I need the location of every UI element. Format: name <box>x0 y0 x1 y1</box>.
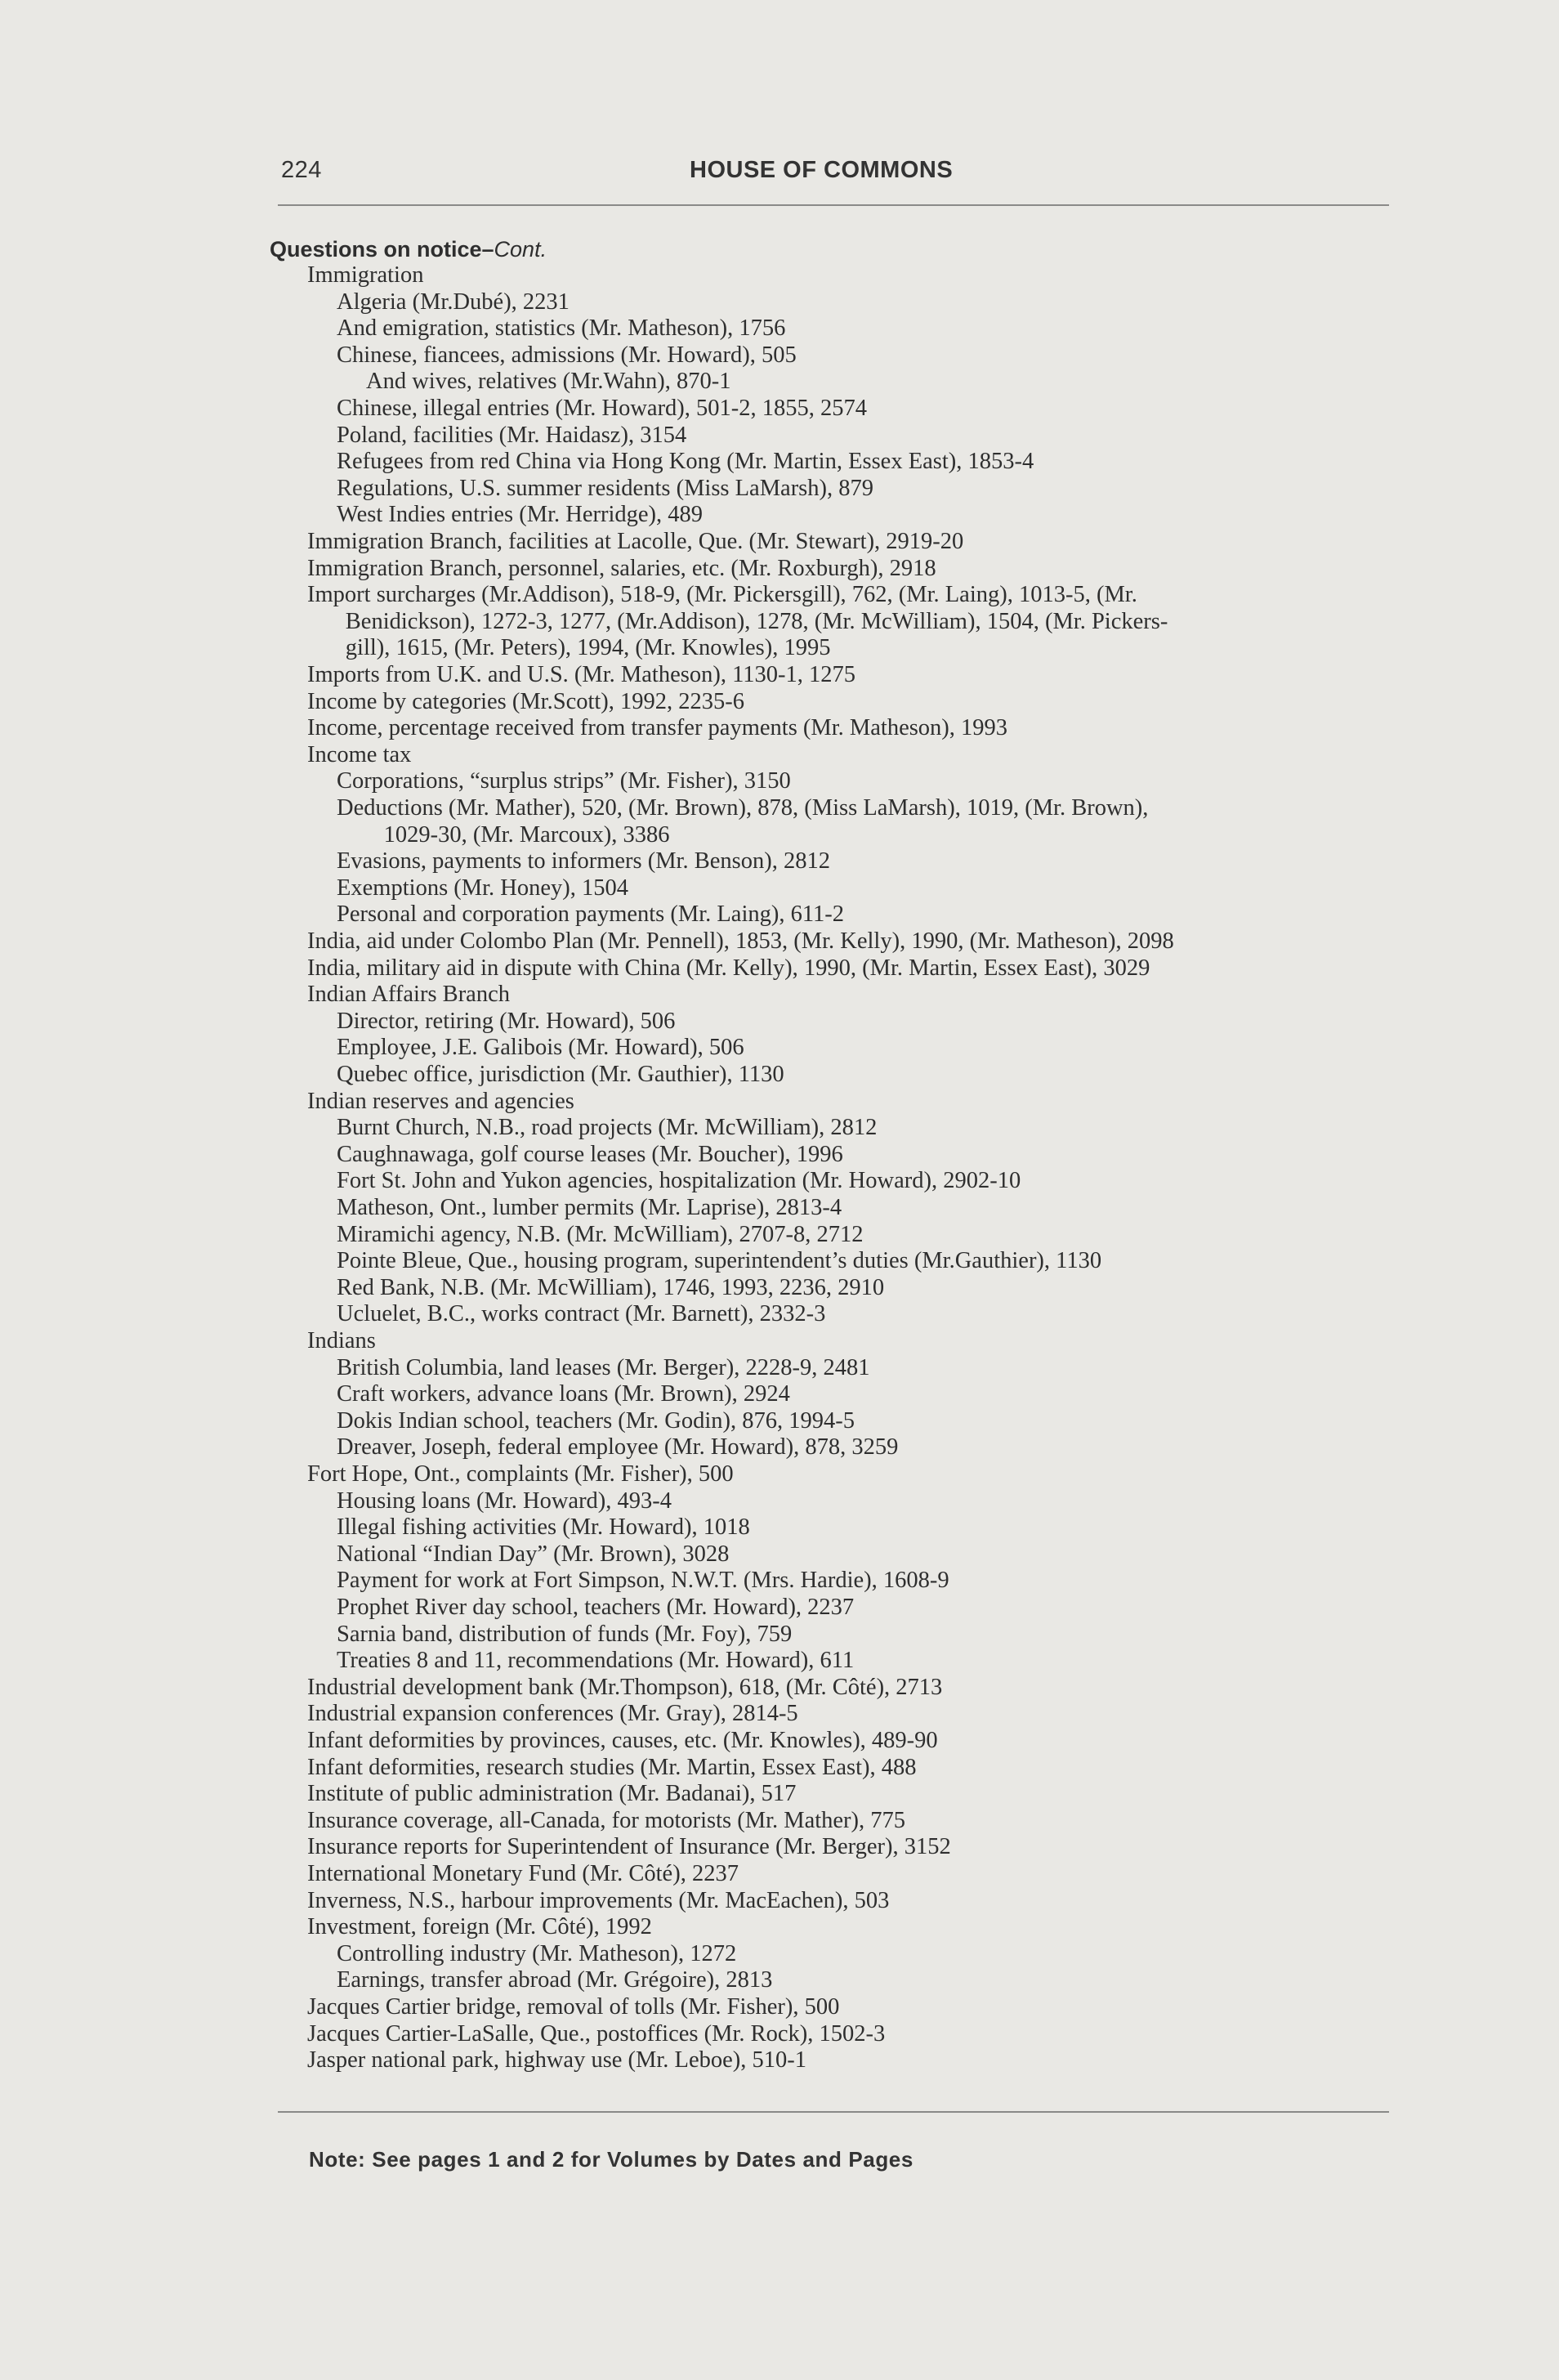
index-subentry: Illegal fishing activities (Mr. Howard), 1018 <box>337 1514 750 1541</box>
index-entry: Insurance coverage, all-Canada, for motorists (Mr. Mather), 775 <box>307 1807 906 1833</box>
index-entry: Infant deformities by provinces, causes, etc. (Mr. Knowles), 489-90 <box>307 1728 938 1753</box>
index-entry: Income, percentage received from transfer payments (Mr. Matheson), 1993 <box>307 715 1008 741</box>
index-entry: Imports from U.K. and U.S. (Mr. Matheson), 1130-1, 1275 <box>307 662 856 687</box>
index-subentry: 1029-30, (Mr. Marcoux), 3386 <box>383 821 670 848</box>
index-entry: Institute of public administration (Mr. Badanai), 517 <box>307 1781 797 1807</box>
index-entry: Industrial development bank (Mr.Thompson), 618, (Mr. Côté), 2713 <box>307 1674 943 1700</box>
index-entry: Inverness, N.S., harbour improvements (Mr. MacEachen), 503 <box>307 1887 890 1913</box>
index-subentry: Personal and corporation payments (Mr. Laing), 611-2 <box>337 901 845 928</box>
index-subentry: Employee, J.E. Galibois (Mr. Howard), 506 <box>337 1035 744 1061</box>
index-subentry: Exemptions (Mr. Honey), 1504 <box>337 875 629 901</box>
index-subentry: Housing loans (Mr. Howard), 493-4 <box>337 1488 672 1514</box>
index-entry: International Monetary Fund (Mr. Côté), 2237 <box>307 1861 739 1886</box>
index-subentry: Algeria (Mr.Dubé), 2231 <box>337 289 570 315</box>
index-entry: Industrial expansion conferences (Mr. Gray), 2814-5 <box>307 1701 798 1727</box>
index-subentry: Fort St. John and Yukon agencies, hospitalization (Mr. Howard), 2902-10 <box>337 1168 1021 1194</box>
index-subentry: Dreaver, Joseph, federal employee (Mr. Howard), 878, 3259 <box>337 1434 899 1461</box>
index-subentry: Benidickson), 1272-3, 1277, (Mr.Addison), 1278, (Mr. McWilliam), 1504, (Mr. Pickers- <box>345 608 1168 634</box>
index-entry: Income tax <box>307 741 412 767</box>
index-subentry: Poland, facilities (Mr. Haidasz), 3154 <box>337 422 687 448</box>
index-subentry: British Columbia, land leases (Mr. Berger), 2228-9, 2481 <box>337 1354 870 1380</box>
index-entry: Infant deformities, research studies (Mr. Martin, Essex East), 488 <box>307 1754 917 1780</box>
index-subentry: Prophet River day school, teachers (Mr. Howard), 2237 <box>337 1595 855 1620</box>
index-subentry: National “Indian Day” (Mr. Brown), 3028 <box>337 1541 730 1567</box>
index-subentry: And wives, relatives (Mr.Wahn), 870-1 <box>366 369 731 395</box>
index-subentry: Pointe Bleue, Que., housing program, superintendent’s duties (Mr.Gauthier), 1130 <box>337 1248 1102 1274</box>
index-entry: Jacques Cartier-LaSalle, Que., postoffices (Mr. Rock), 1502-3 <box>307 2020 886 2047</box>
index-entry: Fort Hope, Ont., complaints (Mr. Fisher), 500 <box>307 1461 734 1487</box>
index-entry: Immigration Branch, personnel, salaries, etc. (Mr. Roxburgh), 2918 <box>307 555 936 581</box>
index-subentry: Payment for work at Fort Simpson, N.W.T. (Mrs. Hardie), 1608-9 <box>337 1568 949 1594</box>
index-entry: Income by categories (Mr.Scott), 1992, 2235-6 <box>307 688 745 714</box>
index-subentry: Dokis Indian school, teachers (Mr. Godin), 876, 1994-5 <box>337 1407 855 1434</box>
index-subentry: Craft workers, advance loans (Mr. Brown), 2924 <box>337 1381 790 1407</box>
index-subentry: Director, retiring (Mr. Howard), 506 <box>337 1008 676 1034</box>
index-subentry: Refugees from red China via Hong Kong (Mr. Martin, Essex East), 1853-4 <box>337 449 1034 475</box>
index-subentry: Earnings, transfer abroad (Mr. Grégoire), 2813 <box>337 1967 773 1993</box>
index-subentry: gill), 1615, (Mr. Peters), 1994, (Mr. Knowles), 1995 <box>345 635 831 661</box>
index-subentry: Treaties 8 and 11, recommendations (Mr. Howard), 611 <box>337 1648 855 1674</box>
index-subentry: Chinese, fiancees, admissions (Mr. Howard), 505 <box>337 342 797 368</box>
index-subentry: Corporations, “surplus strips” (Mr. Fisher), 3150 <box>337 768 791 794</box>
index-subentry: Burnt Church, N.B., road projects (Mr. McWilliam), 2812 <box>337 1115 878 1141</box>
section-heading-text: Questions on notice– <box>270 237 494 262</box>
index-subentry: Evasions, payments to informers (Mr. Benson), 2812 <box>337 848 830 875</box>
index-subentry: Regulations, U.S. summer residents (Miss LaMarsh), 879 <box>337 475 874 501</box>
index-subentry: Sarnia band, distribution of funds (Mr. Foy), 759 <box>337 1621 793 1647</box>
running-head: HOUSE OF COMMONS <box>690 157 954 183</box>
index-entry: Immigration <box>307 262 424 288</box>
continued-label: Cont. <box>494 237 547 262</box>
index-subentry: Ucluelet, B.C., works contract (Mr. Barnett), 2332-3 <box>337 1301 826 1327</box>
index-entry: Jacques Cartier bridge, removal of tolls (Mr. Fisher), 500 <box>307 1994 840 2020</box>
index-subentry: West Indies entries (Mr. Herridge), 489 <box>337 502 704 528</box>
index-subentry: And emigration, statistics (Mr. Matheson), 1756 <box>337 315 786 342</box>
index-subentry: Red Bank, N.B. (Mr. McWilliam), 1746, 1993, 2236, 2910 <box>337 1274 885 1300</box>
index-entry: Jasper national park, highway use (Mr. Leboe), 510-1 <box>307 2047 806 2074</box>
index-entry: Immigration Branch, facilities at Lacolle, Que. (Mr. Stewart), 2919-20 <box>307 529 964 554</box>
index-subentry: Quebec office, jurisdiction (Mr. Gauthier), 1130 <box>337 1062 784 1087</box>
index-entry: Import surcharges (Mr.Addison), 518-9, (Mr. Pickersgill), 762, (Mr. Laing), 1013-5, (Mr. <box>307 582 1137 608</box>
index-subentry: Deductions (Mr. Mather), 520, (Mr. Brown), 878, (Miss LaMarsh), 1019, (Mr. Brown), <box>337 795 1149 821</box>
index-subentry: Controlling industry (Mr. Matheson), 1272 <box>337 1940 737 1966</box>
page-number: 224 <box>281 157 322 183</box>
index-entry: Indians <box>307 1328 376 1353</box>
index-entry: India, military aid in dispute with China (Mr. Kelly), 1990, (Mr. Martin, Essex East), 3029 <box>307 955 1150 981</box>
index-subentry: Miramichi agency, N.B. (Mr. McWilliam), 2707-8, 2712 <box>337 1221 864 1247</box>
index-subentry: Caughnawaga, golf course leases (Mr. Boucher), 1996 <box>337 1141 843 1167</box>
index-entry: India, aid under Colombo Plan (Mr. Pennell), 1853, (Mr. Kelly), 1990, (Mr. Matheson), 2098 <box>307 928 1174 954</box>
index-subentry: Chinese, illegal entries (Mr. Howard), 501-2, 1855, 2574 <box>337 396 868 421</box>
index-entry: Indian reserves and agencies <box>307 1088 574 1114</box>
bottom-rule <box>278 2111 1389 2113</box>
footer-note: Note: See pages 1 and 2 for Volumes by Dates and Pages <box>309 2147 914 2172</box>
index-entry: Investment, foreign (Mr. Côté), 1992 <box>307 1914 652 1940</box>
index-entry: Indian Affairs Branch <box>307 982 510 1008</box>
index-entry: Insurance reports for Superintendent of Insurance (Mr. Berger), 3152 <box>307 1834 951 1860</box>
index-subentry: Matheson, Ont., lumber permits (Mr. Laprise), 2813-4 <box>337 1195 842 1220</box>
